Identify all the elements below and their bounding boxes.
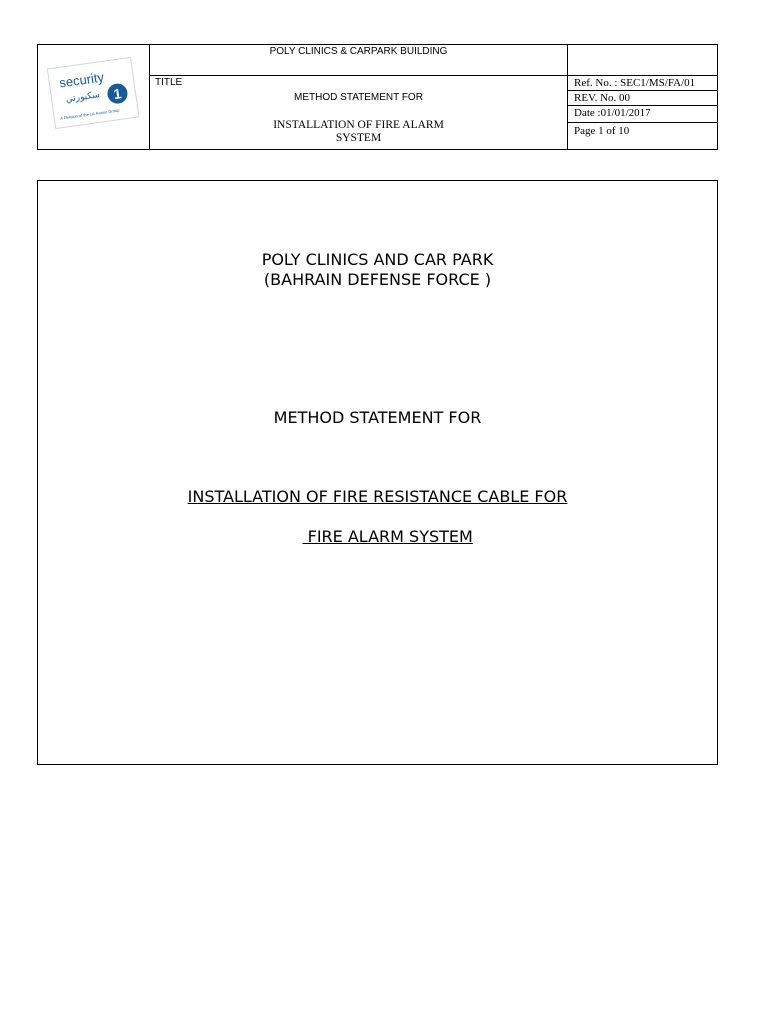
title-line-2a: INSTALLATION OF FIRE ALARM [273,119,444,131]
page-number: Page 1 of 10 [568,123,718,150]
rev-number: REV. No. 00 [568,91,718,106]
cover-content-box [37,180,718,765]
project-heading: POLY CLINICS AND CAR PARK [261,250,494,269]
subject-line-2: FIRE ALARM SYSTEM [302,527,473,546]
subject-line-1: INSTALLATION OF FIRE RESISTANCE CABLE FOR [187,487,568,506]
logo-cell [38,45,150,150]
title-line-2b: SYSTEM [335,132,382,144]
svg-text:security: security [58,69,105,91]
company-logo [47,49,139,135]
method-statement-heading: METHOD STATEMENT FOR [273,408,482,427]
document-date: Date :01/01/2017 [568,106,718,123]
client-heading: (BAHRAIN DEFENSE FORCE ) [263,270,492,289]
title-line-2 [150,119,567,145]
project-name: POLY CLINICS & CARPARK BUILDING [150,45,568,76]
ref-number: Ref. No. : SEC1/MS/FA/01 [568,76,718,91]
document-header-table [37,44,718,150]
subject-line-1-wrap [38,487,717,507]
title-cell [150,76,568,150]
svg-text:A Division of the I.A.Kanoo Gr: A Division of the I.A.Kanoo Group [59,107,120,121]
title-label: TITLE [155,77,183,88]
header-empty-cell [568,45,718,76]
svg-text:سكيورتي: سكيورتي [65,90,101,105]
svg-text:1: 1 [112,85,123,103]
title-line-1: METHOD STATEMENT FOR [294,92,423,103]
subject-line-2-wrap [38,507,717,567]
